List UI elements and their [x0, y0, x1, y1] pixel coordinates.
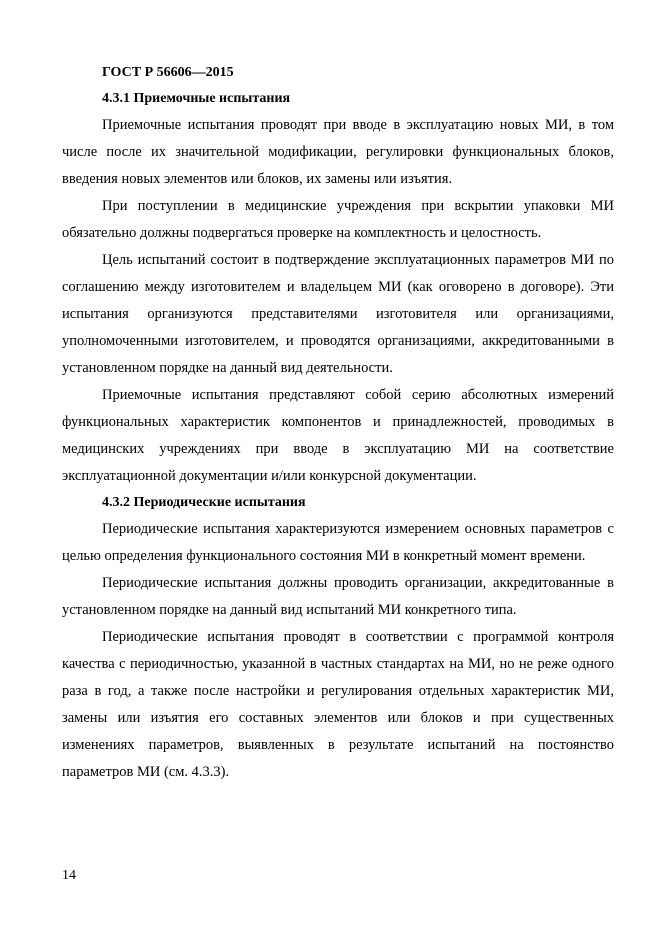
- paragraph: Приемочные испытания представляют собой серию абсолютных измерений функциональных характеристик компонентов и принадлежностей, проводимых в медицинских учреждениях при вводе в эксплуатацию МИ на соответствие эксплуатационной документации и/или конкурсной документации.: [62, 387, 614, 484]
- document-page: [62, 60, 614, 786]
- page-number: 14: [62, 868, 76, 883]
- section-heading-4-3-1: 4.3.1 Приемочные испытания: [102, 91, 291, 106]
- paragraph: Цель испытаний состоит в подтверждение эксплуатационных параметров МИ по соглашению между изготовителем и владельцем МИ (как оговорено в договоре). Эти испытания организуются представителями изготовителя или организациями, уполномоченными изготовителем, и проводятся организациями, аккредитованными в установленном порядке на данный вид деятельности.: [62, 252, 614, 376]
- paragraph: При поступлении в медицинские учреждения при вскрытии упаковки МИ обязательно должны подвергаться проверке на комплектность и целостность.: [62, 198, 614, 241]
- section-heading-4-3-2: 4.3.2 Периодические испытания: [102, 495, 306, 510]
- document-code: ГОСТ Р 56606—2015: [102, 65, 234, 80]
- paragraph: Периодические испытания проводят в соответствии с программой контроля качества с периодичностью, указанной в частных стандартах на МИ, но не реже одного раза в год, а также после настройки и регулирования отдельных характеристик МИ, замены или изъятия его составных элементов или блоков и при существенных изменениях параметров, выявленных в результате испытаний на постоянство параметров МИ (см. 4.3.3).: [62, 629, 614, 780]
- paragraph: Периодические испытания должны проводить организации, аккредитованные в установленном порядке на данный вид испытаний МИ конкретного типа.: [62, 575, 614, 618]
- paragraph: Приемочные испытания проводят при вводе в эксплуатацию новых МИ, в том числе после их значительной модификации, регулировки функциональных блоков, введения новых элементов или блоков, их замены или изъятия.: [62, 117, 614, 187]
- paragraph: Периодические испытания характеризуются измерением основных параметров с целью определения функционального состояния МИ в конкретный момент времени.: [62, 521, 614, 564]
